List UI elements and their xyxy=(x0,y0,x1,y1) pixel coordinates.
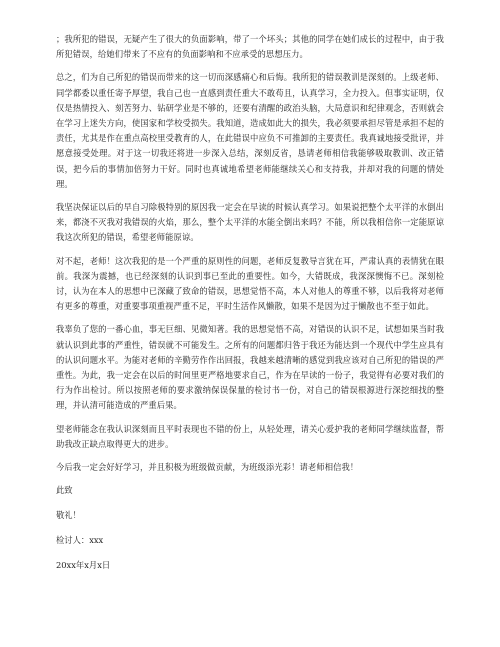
paragraph-4: 对不起，老师！这次我犯的是一个严重的原则性的问题，老师反复教导言犹在耳，严肃认真的表情犹在眼前。我深为震撼，也已经深刻的认识到事已至此的重要性。如今，大错既成，我深深懊悔不已。深刻检讨，认为在本人的思想中已深藏了致命的错误，思想觉悟不高，本人对他人的尊重不够，以后我将对老师有更多的尊重，对重要事项重视严重不足，平时生活作风懒散，如果不是因为过于懒散也不至于如此。 xyxy=(56,255,444,312)
document-date: 20xx年x月x日 xyxy=(56,560,111,571)
closing-salutation: 此致 xyxy=(56,485,73,496)
paragraph-1: ；我所犯的错误，无疑产生了很大的负面影响，带了一个坏头；其他的同学在她们成长的过程中，由于我所犯错误，给她们带来了不应有的负面影响和不应承受的思想压力。 xyxy=(56,34,444,60)
signer-name: 检讨人：xxx xyxy=(56,535,104,546)
paragraph-5: 我辜负了您的一番心血，事无巨细、见微知著。我的思想觉悟不高，对错误的认识不足，试想如果当时我就认识到此事的严重性，错误就不可能发生。之所有的问题都归咎于我还为能达到一个现代中学生应具有的认识问题水平。为能对老师的辛勤劳作作出回报，我越来越清晰的感觉到我应该对自己所犯的错误的严重性。为此，我一定会在以后的时间里更严格地要求自己，作为在早读的一份子，我觉得有必要对我们的行为作出检讨。所以按照老师的要求激纳保误保量的检讨书一份，对自己的错误根源进行深挖细找的整理，并认清可能造成的严重后果。 xyxy=(56,324,444,411)
closing-greeting: 敬礼！ xyxy=(56,510,81,521)
paragraph-6: 望老师能念在我认识深刻而且平时表现也不错的份上，从轻处理，请关心爱护我的老师同学继续监督，帮助我改正缺点取得更大的进步。 xyxy=(56,423,444,449)
paragraph-3: 我坚决保证以后的早自习除极特别的原因我一定会在早读的时候认真学习。如果说把整个太平洋的水倒出来，都浇不灭我对我错误的火焰，那么，整个太平洋的水能全倒出来吗？不能，所以我相信你一定能原谅我这次所犯的错误，希望老师能原谅。 xyxy=(56,202,444,243)
paragraph-2: 总之，们为自己所犯的错误而带来的这一切而深感痛心和后悔。我所犯的错误教训是深刻的。上级老师、同学都委以重任寄予厚望，我自己也一直感到责任重大不敢苟且，认真学习，全力投入。但事实证明，仅仅是热情投入、刻苦努力、钻研学业是不够的，还要有清醒的政治头脑，大局意识和纪律观念，否则就会在学习上迷失方向，使国家和学校受损失。我知道，造成如此大的损失，我必须要承担尽管是承担不起的责任，尤其是作在重点高校里受教育的人，在此错误中应负不可推卸的主要责任。我真诚地接受批评，并愿意接受处理。对于这一切我还将进一步深入总结，深刻反省，恳请老师相信我能够吸取教训、改正错误，把今后的事情加倍努力干好。同时也真诚地希望老师能继续关心和支持我，并却对我的问题的情处理。 xyxy=(56,72,444,189)
paragraph-7: 今后我一定会好好学习，并且积极为班级做贡献，为班级添光彩！请老师相信我！ xyxy=(56,462,359,473)
